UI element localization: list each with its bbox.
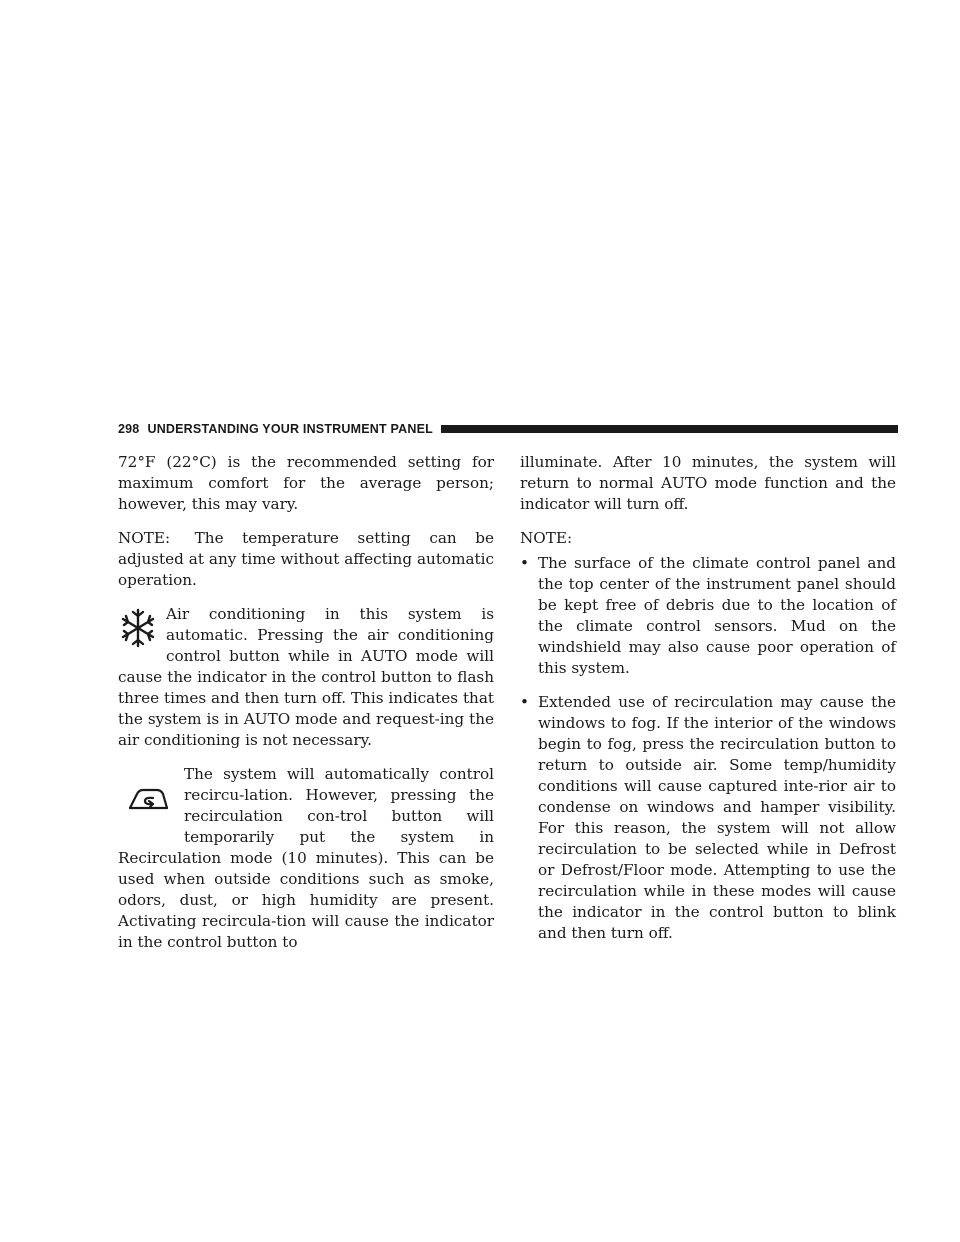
list-item-text: The surface of the climate control panel and the top center of the instrument panel should be kept free of debris due to the location of the climate control sensors. Mud on the windshield may also cause poor operation of this system. bbox=[538, 554, 896, 677]
snowflake-icon bbox=[118, 606, 158, 650]
bullet-icon: • bbox=[520, 693, 529, 711]
recirculation-icon bbox=[118, 764, 178, 834]
ac-paragraph bbox=[118, 604, 494, 751]
note-paragraph bbox=[118, 528, 494, 591]
note-text: The temperature setting can be adjusted at any time without affecting automatic operation. bbox=[118, 529, 494, 589]
ac-text: Air conditioning in this system is automatic. Pressing the air conditioning control button while in AUTO mode will cause the indicator in the control button to flash three times and then turn off. This indicates that the system is in AUTO mode and request-ing the air conditioning is not necessary. bbox=[118, 605, 494, 749]
recirc-text: The system will automatically control recircu-lation. However, pressing the recirculation con-trol button will temporarily put the system in Recirculation mode (10 minutes). This can be used when outside conditions such as smoke, odors, dust, or high humidity are present. Activating recircula-tion will cause the indicator in the control button to bbox=[118, 765, 494, 951]
page-header bbox=[118, 420, 898, 438]
continuation-paragraph: illuminate. After 10 minutes, the system will return to normal AUTO mode function and the indicator will turn off. bbox=[520, 453, 896, 513]
list-item bbox=[520, 692, 896, 944]
recirc-paragraph bbox=[118, 764, 494, 953]
note-list bbox=[520, 553, 896, 944]
header-rule bbox=[441, 425, 898, 433]
temperature-paragraph: 72°F (22°C) is the recommended setting for maximum comfort for the average person; however, this may vary. bbox=[118, 453, 494, 513]
note-heading: NOTE: bbox=[520, 529, 573, 547]
page-number: 298 bbox=[118, 422, 140, 436]
left-column bbox=[118, 452, 494, 966]
note-label: NOTE: bbox=[118, 529, 171, 547]
list-item-text: Extended use of recirculation may cause the windows to fog. If the interior of the windows begin to fog, press the recirculation button to return to outside air. Some temp/humidity conditions will cause captured inte-rior air to condense on windows and hamper visibility. For this reason, the system will not allow recirculation to be selected while in Defrost or Defrost/Floor mode. Attempting to use the recirculation while in these modes will cause the indicator in the control button to blink and then turn off. bbox=[538, 693, 896, 942]
right-column bbox=[520, 452, 896, 957]
list-item bbox=[520, 553, 896, 679]
section-title: UNDERSTANDING YOUR INSTRUMENT PANEL bbox=[147, 422, 433, 436]
bullet-icon: • bbox=[520, 554, 529, 572]
